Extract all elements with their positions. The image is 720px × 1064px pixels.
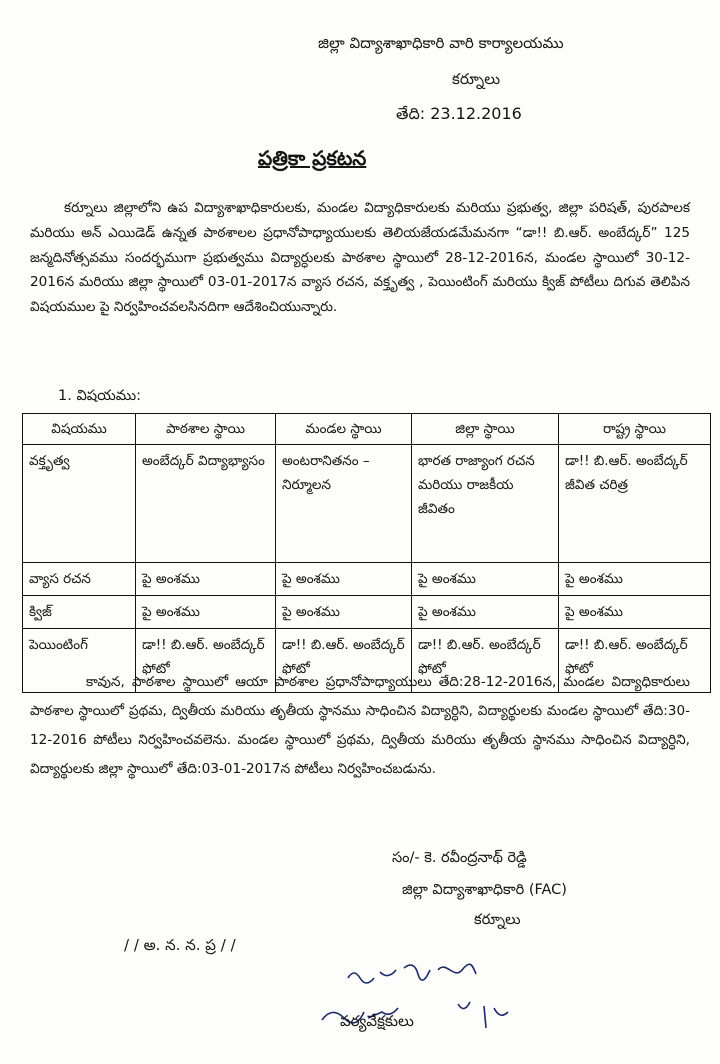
table-row [23,563,711,596]
instructions-paragraph: కావున, పాఠశాల స్థాయిలో ఆయా పాఠశాల ప్రధానోపాధ్యాయులు తేది:28-12-2016న, మండల విద్యాధికారులు పాఠశాల స్థాయిలో ప్రథమ, ద్వితీయ మరియు తృతీయ స్థానము సాధించిన విద్యార్ధిని, విద్యార్థులకు మండల స్థాయిలో తేది:30-12-2016 పోటీలు నిర్వహించవలెను. మండల స్థాయిలో ప్రథమ, ద్వితీయ మరియు తృతీయ స్థానము సాధించిన విద్యార్ధిని, విద్యార్థులకు జిల్లా స్థాయిలో తేది:03-01-2017న పోటీలు నిర్వహించబడును. [30,674,690,777]
table-header-cell: విషయము [23,414,136,445]
supervisor-label: పర్యవేక్షకులు [340,1012,414,1030]
signatory-designation: జిల్లా విద్యాశాఖాధికారి (FAC) [402,882,567,898]
subject-heading: 1. విషయము: [58,388,141,404]
table-cell: పై అంశము [559,563,711,596]
competition-table [22,413,711,693]
table-header-row [23,414,711,445]
table-row [23,596,711,629]
table-cell: భారత రాజ్యాంగ రచన మరియు రాజకీయ జీవితం [412,445,559,563]
table-header-cell: మండల స్థాయి [276,414,412,445]
page-title: పత్రికా ప్రకటన [258,146,367,170]
table-row [23,445,711,563]
table-cell: పై అంశము [412,563,559,596]
table-cell: డా!! బి.ఆర్. అంబేద్కర్ జీవిత చరిత్ర [559,445,711,563]
table-header-cell: రాష్ట్ర స్థాయి [559,414,711,445]
table-cell: పై అంశము [559,596,711,629]
table-cell: పై అంశము [412,596,559,629]
table-cell: పై అంశము [276,563,412,596]
table-cell: పెయింటింగ్ [23,629,136,693]
table-cell: అంటరానితనం – నిర్మూలన [276,445,412,563]
reference-mark: / / అ. న. న. ప్ర / / [124,936,236,954]
table-cell: పై అంశము [136,596,276,629]
table-cell: క్విజ్ [23,596,136,629]
table-cell: పై అంశము [136,563,276,596]
signatory-name: సం/- కె. రవీంద్రనాథ్ రెడ్డి [392,850,527,866]
table-cell: వ్యాస రచన [23,563,136,596]
table-cell: అంబేద్కర్ విద్యాభ్యాసం [136,445,276,563]
table-cell: డా!! బి.ఆర్. అంబేద్కర్ ఫోటో [559,629,711,693]
document-date: తేది: 23.12.2016 [396,104,522,123]
table-cell: డా!! బి.ఆర్. అంబేద్కర్ ఫోటో [412,629,559,693]
signatory-place: కర్నూలు [474,912,521,928]
table-cell: డా!! బి.ఆర్. అంబేద్కర్ ఫోటో [136,629,276,693]
office-city: కర్నూలు [452,70,501,88]
table-cell: డా!! బి.ఆర్. అంబేద్కర్ ఫోటో [276,629,412,693]
table-cell: వక్తృత్వ [23,445,136,563]
table-header-cell: జిల్లా స్థాయి [412,414,559,445]
table-cell: పై అంశము [276,596,412,629]
intro-paragraph: కర్నూలు జిల్లాలోని ఉప విద్యాశాఖాధికారులకు, మండల విద్యాధికారులకు మరియు ప్రభుత్వ, జిల్లా పరిషత్, పురపాలక మరియు అన్ ఎయిడెడ్ ఉన్నత పాఠశాలల ప్రధానోపాధ్యాయులకు తెలియజేయడమేమనగా “డా!! బి.ఆర్. అంబేద్కర్” 125 జన్మదినోత్సవము సందర్భముగా ప్రభుత్వము విద్యార్ధులకు పాఠశాల స్థాయిలో 28-12-2016న, మండల స్థాయిలో 30-12-2016న మరియు జిల్లా స్థాయిలో 03-01-2017న వ్యాస రచన, వక్తృత్వ , పెయింటింగ్ మరియు క్విజ్ పోటీలు దిగువ తెలిపిన విషయముల పై నిర్వహించవలసినదిగా ఆదేశించియున్నారు. [30,200,690,316]
office-name: జిల్లా విద్యాశాఖాధికారి వారి కార్యాలయము [318,34,564,52]
table-header-cell: పాఠశాల స్థాయి [136,414,276,445]
